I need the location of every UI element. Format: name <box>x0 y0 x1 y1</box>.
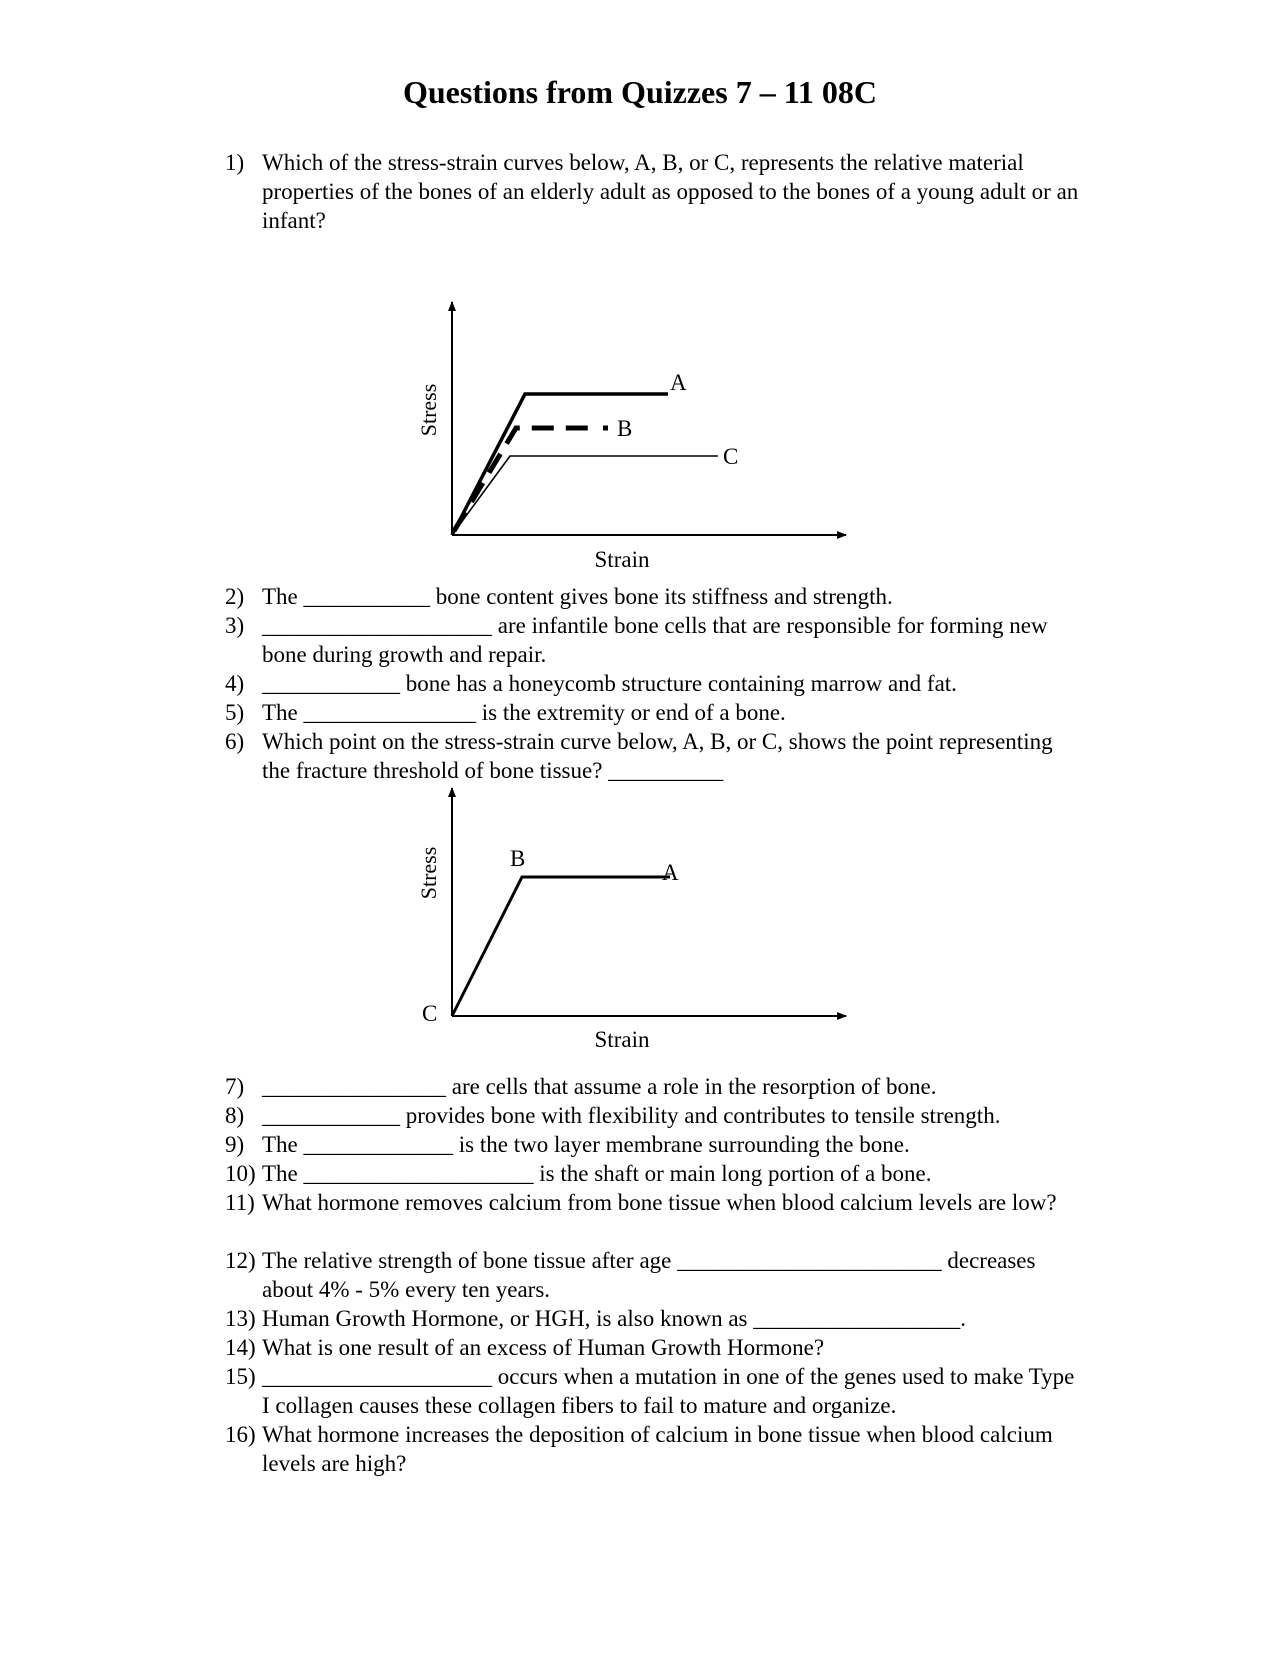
point-a-label: A <box>662 860 679 885</box>
question-text: ____________________ occurs when a mutation in one of the genes used to make Type I collagen causes these collagen fibers to fail to mature and organize. <box>262 1364 1075 1418</box>
question-number: 16) <box>225 1422 256 1447</box>
question-12 <box>225 1246 1085 1304</box>
question-number: 15) <box>225 1364 256 1389</box>
curve-b <box>454 428 598 531</box>
question-text: The ____________________ is the shaft or main long portion of a bone. <box>262 1161 932 1186</box>
question-number: 1) <box>225 150 245 175</box>
question-3 <box>225 611 1085 669</box>
question-number: 6) <box>225 729 245 754</box>
question-number: 10) <box>225 1161 256 1186</box>
question-text: ________________ are cells that assume a role in the resorption of bone. <box>262 1074 937 1099</box>
point-c-label: C <box>422 1001 438 1026</box>
curve-c-label: C <box>723 444 739 469</box>
curve-a-label: A <box>670 370 687 395</box>
question-text: What hormone increases the deposition of calcium in bone tissue when blood calcium levels are high? <box>262 1422 1053 1476</box>
question-text: ____________ bone has a honeycomb structure containing marrow and fat. <box>262 671 957 696</box>
question-13 <box>225 1304 1085 1333</box>
question-text: Which point on the stress-strain curve below, A, B, or C, shows the point representing the fracture threshold of bone tissue? __________ <box>262 729 1053 783</box>
question-text: Which of the stress-strain curves below, A, B, or C, represents the relative material properties of the bones of an elderly adult as opposed to the bones of a young adult or an infant? <box>262 150 1079 233</box>
curve-c <box>452 456 718 535</box>
question-1 <box>225 148 1085 235</box>
question-15 <box>225 1362 1085 1420</box>
question-text: What hormone removes calcium from bone tissue when blood calcium levels are low? <box>262 1190 1057 1215</box>
curve-a <box>452 394 668 535</box>
question-16 <box>225 1420 1085 1478</box>
curve <box>452 877 670 1016</box>
chart1-y-label: Stress <box>416 383 441 437</box>
page-title: Questions from Quizzes 7 – 11 08C <box>402 74 878 110</box>
question-text: Human Growth Hormone, or HGH, is also known as __________________. <box>262 1306 966 1331</box>
question-number: 4) <box>225 671 245 696</box>
question-number: 14) <box>225 1335 256 1360</box>
question-text: The _______________ is the extremity or end of a bone. <box>262 700 786 725</box>
question-number: 5) <box>225 700 245 725</box>
question-14 <box>225 1333 1085 1362</box>
question-10 <box>225 1159 1085 1188</box>
question-4 <box>225 669 1085 698</box>
question-text: What is one result of an excess of Human Growth Hormone? <box>262 1335 825 1360</box>
question-11 <box>225 1188 1085 1217</box>
question-text: The relative strength of bone tissue after age _______________________ decreases about 4% - 5% every ten years. <box>262 1248 1036 1302</box>
question-text: ____________ provides bone with flexibility and contributes to tensile strength. <box>262 1103 1001 1128</box>
question-number: 11) <box>225 1190 255 1215</box>
question-text: The _____________ is the two layer membrane surrounding the bone. <box>262 1132 910 1157</box>
question-5 <box>225 698 1085 727</box>
chart2-y-label: Stress <box>416 846 441 900</box>
chart2-x-label: Strain <box>594 1027 650 1052</box>
question-number: 13) <box>225 1306 256 1331</box>
question-7 <box>225 1072 1085 1101</box>
question-6 <box>225 727 1085 785</box>
question-text: The ___________ bone content gives bone its stiffness and strength. <box>262 584 893 609</box>
question-text: 3) ____________________ are infantile bone cells that are responsible for forming new bone during growth and repair. <box>225 613 1048 667</box>
question-9 <box>225 1130 1085 1159</box>
question-number: 2) <box>225 584 245 609</box>
question-2 <box>225 582 1085 611</box>
question-number: 12) <box>225 1248 256 1273</box>
question-number: 8) <box>225 1103 245 1128</box>
question-number: 9) <box>225 1132 245 1157</box>
question-8 <box>225 1101 1085 1130</box>
point-b-label: B <box>510 846 526 871</box>
curve-b-label: B <box>617 416 633 441</box>
question-number: 7) <box>225 1074 245 1099</box>
chart1-x-label: Strain <box>594 547 650 572</box>
